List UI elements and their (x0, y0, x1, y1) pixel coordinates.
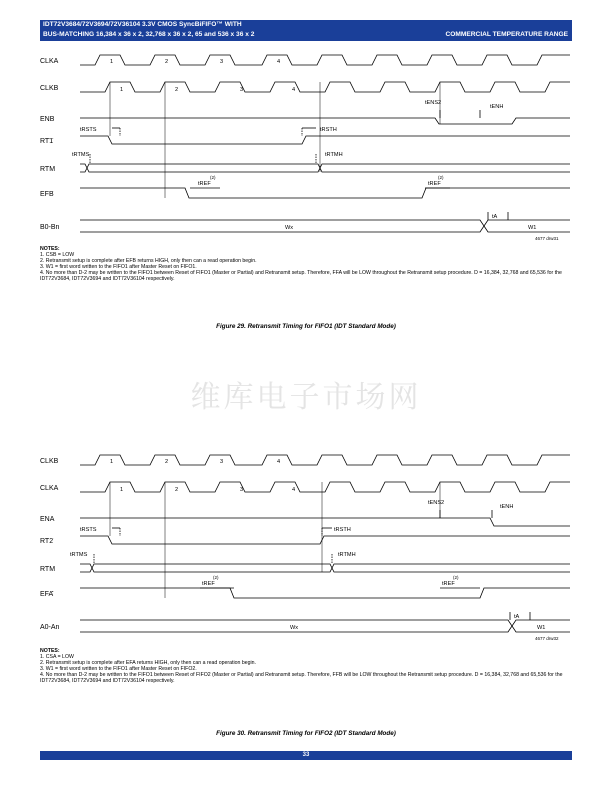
fig30-label-ref-a: tREF (202, 581, 215, 587)
fig29-clka-count-4: 4 (277, 59, 281, 65)
fig30-clka-count-1: 1 (120, 487, 124, 493)
fig29-clkb-count-1: 1 (120, 87, 124, 93)
header-temperature-range: COMMERCIAL TEMPERATURE RANGE (445, 31, 568, 38)
fig30-label-rtms: tRTMS (70, 552, 88, 558)
figure30-timing-diagram (40, 448, 572, 648)
fig30-note-ref-a: (2) (213, 575, 219, 580)
fig29-label-enh: tENH (490, 104, 504, 110)
watermark: 维库电子市场网 (190, 380, 422, 415)
fig29-label-rsts: tRSTS (80, 127, 97, 133)
fig29-drawing-id: 4677 drw31 (535, 236, 559, 241)
fig30-drawing-id: 4677 drw32 (535, 636, 559, 641)
fig29-bus-w1: W1 (528, 225, 537, 231)
fig30-notes (40, 648, 572, 685)
fig29-note-2: 2. Retransmit setup is complete after EFB returns HIGH, only then can a read operation begin. (40, 258, 257, 265)
fig30-clka-count-3: 3 (240, 487, 244, 493)
fig30-signal-clkb: CLKB (40, 458, 59, 465)
fig30-clkb-count-3: 3 (220, 459, 224, 465)
fig30-bus-wx: Wx (290, 625, 299, 631)
fig30-label-ens2: tENS2 (428, 500, 445, 506)
fig29-notes-title: NOTES: (40, 246, 60, 252)
fig29-clkb-count-3: 3 (240, 87, 244, 93)
fig29-label-ens2: tENS2 (425, 100, 442, 106)
fig30-label-rsts: tRSTS (80, 527, 97, 533)
fig30-signal-clka: CLKA (40, 485, 59, 492)
fig30-signal-rtm: RTM (40, 566, 56, 573)
fig29-bus-wx: Wx (285, 225, 294, 231)
fig29-label-ref-b: tREF (428, 181, 441, 187)
fig29-signal-rtm: RTM (40, 166, 56, 173)
fig30-label-rsth: tRSTH (334, 527, 351, 533)
fig29-label-rtmh: tRTMH (325, 152, 343, 158)
fig30-note-2: 2. Retransmit setup is complete after EFA returns HIGH, only then can a read operation begin. (40, 660, 256, 667)
fig29-note-ref-b: (2) (438, 175, 444, 180)
fig29-signal-bus: B0-Bn (40, 224, 60, 231)
fig30-label-ta: tA (514, 614, 520, 620)
fig30-signal-bus: A0-An (40, 624, 60, 631)
fig29-clka-count-1: 1 (110, 59, 114, 65)
fig29-signal-rt1: RT1 (40, 138, 54, 145)
fig29-clka-count-3: 3 (220, 59, 224, 65)
fig30-clkb-count-4: 4 (277, 459, 281, 465)
page-number: 33 (40, 751, 572, 760)
fig30-clka-count-4: 4 (292, 487, 296, 493)
fig30-signal-rt2: RT2 (40, 538, 54, 545)
fig30-note-4: 4. No more than D-2 may be written to the FIFO1 between Reset of FIFO2 (Master or Partial) and Retransmit setup. Therefore, FFB will be LOW throughout the Retransmit setup procedure. D = 16,384, 32,768 and 65,536 for the IDT72V3684, IDT72V3694 and IDT72V36104 respectively. (40, 672, 563, 685)
fig30-label-rtmh: tRTMH (338, 552, 356, 558)
fig29-label-rsth: tRSTH (320, 127, 337, 133)
fig30-label-ref-b: tREF (442, 581, 455, 587)
fig29-label-ta: tA (492, 214, 498, 220)
fig29-clkb-count-2: 2 (175, 87, 179, 93)
fig30-caption: Figure 30. Retransmit Timing for FIFO2 (IDT Standard Mode) (216, 730, 396, 737)
header-title-line2 (40, 30, 572, 41)
fig29-signal-clka: CLKA (40, 58, 59, 65)
fig29-signal-clkb: CLKB (40, 85, 59, 92)
fig29-label-ref-a: tREF (198, 181, 211, 187)
fig30-note-3: 3. W1 = first word written to the FIFO1 after Master Reset on FIFO2. (40, 666, 197, 673)
fig30-bus-w1: W1 (537, 625, 546, 631)
fig30-notes-title: NOTES: (40, 648, 60, 654)
figure29-timing-diagram (40, 48, 572, 248)
fig30-note-ref-b: (2) (453, 575, 459, 580)
header-part-range: BUS-MATCHING 16,384 x 36 x 2, 32,768 x 36 x 2, 65 and 536 x 36 x 2 (43, 31, 255, 38)
fig29-note-3: 3. W1 = first word written to the FIFO1 after Master Reset on FIFO1. (40, 264, 197, 271)
fig29-signal-efb: EFB (40, 191, 54, 198)
fig30-signal-ena: ENA (40, 516, 55, 523)
fig29-note-1: 1. CSB = LOW (40, 252, 75, 259)
fig30-clkb-count-2: 2 (165, 459, 169, 465)
header-title-line1: IDT72V3684/72V3694/72V36104 3.3V CMOS SyncBiFIFO™ WITH (40, 20, 572, 30)
fig29-signal-enb: ENB (40, 116, 55, 123)
fig30-note-1: 1. CSA = LOW (40, 654, 74, 661)
fig30-label-enh: tENH (500, 504, 514, 510)
fig30-signal-efa: EFA (40, 591, 54, 598)
fig30-clkb-count-1: 1 (110, 459, 114, 465)
fig29-clka-count-2: 2 (165, 59, 169, 65)
fig29-label-rtms: tRTMS (72, 152, 90, 158)
fig29-clkb-count-4: 4 (292, 87, 296, 93)
fig29-notes (40, 246, 572, 283)
fig29-caption: Figure 29. Retransmit Timing for FIFO1 (IDT Standard Mode) (216, 323, 396, 330)
fig30-clka-count-2: 2 (175, 487, 179, 493)
fig29-note-ref-a: (2) (210, 175, 216, 180)
fig29-note-4: 4. No more than D-2 may be written to the FIFO1 between Reset of FIFO1 (Master or Partial) and Retransmit setup. Therefore, FFA will be LOW throughout the Retransmit setup procedure. D = 16,384, 32,768 and 65,536 for the IDT72V3684, IDT72V3694 and IDT72V36104 respectively. (40, 270, 562, 283)
